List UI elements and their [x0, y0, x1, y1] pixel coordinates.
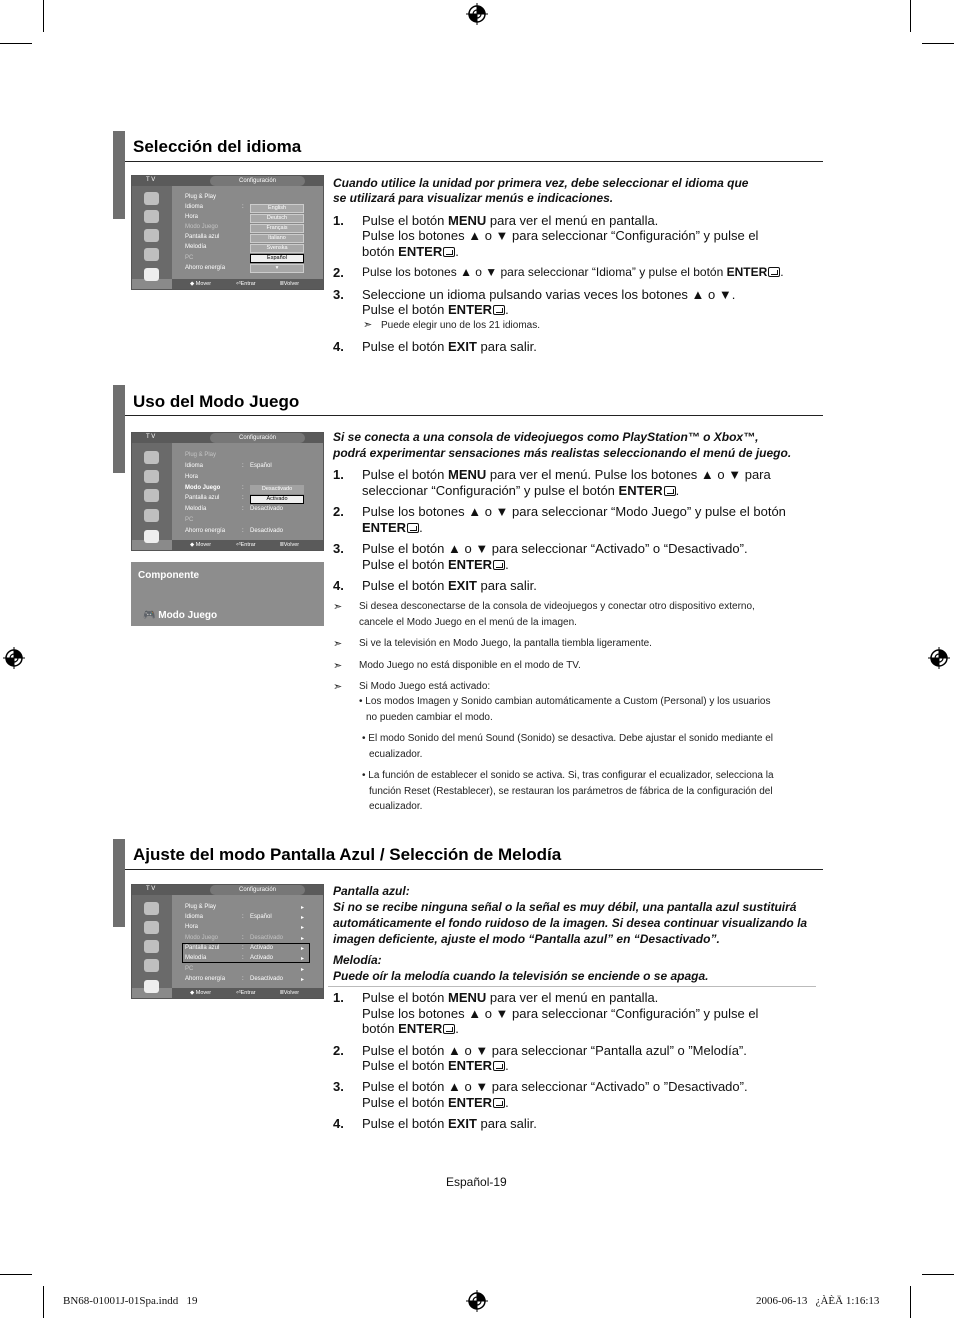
footer-move: Mover: [195, 281, 212, 287]
enter-icon: [493, 305, 505, 315]
crop-mark: [922, 1274, 954, 1275]
osd-language-option: Français: [250, 224, 304, 233]
osd-value: Activado: [250, 945, 274, 951]
osd-title: Configuración: [210, 433, 305, 443]
section-bar: [113, 385, 125, 473]
intro-text: Cuando utilice la unidad por primera vez, debe seleccionar el idioma que: [333, 176, 749, 190]
step-number: 1.: [333, 467, 344, 482]
step-text: ENTER .: [362, 520, 423, 535]
step-text: Pulse los botones ▲ o ▼ para seleccionar “Modo Juego” y pulse el botón: [362, 504, 786, 519]
registration-mark-icon: [3, 647, 25, 669]
intro-text: automáticamente el fondo ruidoso de la imagen. Si desea continuar visualizando la: [333, 916, 808, 930]
osd-item: Plug & Play: [185, 452, 217, 458]
osd-colon: :: [242, 945, 244, 951]
enter-icon: [493, 1098, 505, 1108]
note-text: Modo Juego no está disponible en el modo de TV.: [359, 660, 581, 671]
osd-item: Idioma: [185, 204, 204, 210]
osd-value: Español: [250, 463, 272, 469]
section-rule: [125, 415, 823, 416]
osd-title: Configuración: [210, 176, 305, 186]
bullet-text: • La función de establecer el sonido se activa. Si, tras configurar el ecualizador, selecciona la: [362, 770, 774, 781]
channel-icon: [144, 489, 159, 502]
intro-text: Si no se recibe ninguna señal o la señal es muy débil, una pantalla azul sustituirá: [333, 900, 797, 914]
setup-icon: [144, 959, 159, 972]
subheading: Melodía:: [333, 953, 382, 967]
osd-value: Español: [250, 914, 272, 920]
osd-colon: :: [242, 204, 244, 210]
step-text: Pulse el botón EXIT para salir.: [362, 339, 537, 354]
page-number: Español-19: [446, 1175, 507, 1189]
step-number: 1.: [333, 213, 344, 228]
channel-icon: [144, 940, 159, 953]
crop-mark: [910, 0, 911, 32]
bullet-text: • Los modos Imagen y Sonido cambian automáticamente a Custom (Personal) y los usuarios: [359, 696, 771, 707]
intro-text: imagen deficiente, ajuste el modo “Pantalla azul” en “Desactivado”.: [333, 932, 720, 946]
osd-item: Modo Juego: [185, 224, 219, 230]
step-number: 3.: [333, 1079, 344, 1094]
section-bar: [113, 839, 125, 927]
section-rule: [125, 161, 823, 162]
osd-item: PC: [185, 966, 194, 972]
setup-icon: [144, 248, 159, 261]
step-text: Pulse el botón MENU para ver el menú en pantalla.: [362, 213, 659, 228]
chevron-right-icon: ▸: [301, 946, 305, 952]
section-title: Ajuste del modo Pantalla Azul / Selección de Melodía: [133, 845, 562, 864]
step-text: botón ENTER .: [362, 244, 459, 259]
osd-colon: :: [242, 506, 244, 512]
intro-text: Si se conecta a una consola de videojuegos como PlayStation™ o Xbox™,: [333, 430, 759, 444]
step-number: 4.: [333, 339, 344, 354]
osd-footer: ◆ Mover ⏎Entrar ⅢVolver: [172, 540, 323, 550]
osd-scroll-down-icon: ▾: [250, 264, 304, 273]
print-footer-right: 2006-06-13 ¿ÀÈÄ 1:16:13: [756, 1295, 880, 1307]
enter-icon: [407, 523, 419, 533]
osd-tv-label: T V: [146, 177, 156, 183]
step-text: Pulse el botón ENTER .: [362, 1095, 509, 1110]
osd-sidebar: [132, 186, 172, 279]
intro-text: podrá experimentar sensaciones más realistas seleccionando el menú de juego.: [333, 446, 792, 460]
step-text: seleccionar “Configuración” y pulse el botón ENTER .: [362, 483, 680, 498]
step-text: Pulse los botones ▲ o ▼ para seleccionar “Configuración” y pulse el: [362, 228, 759, 243]
osd-colon: :: [242, 955, 244, 961]
step-number: 2.: [333, 265, 344, 280]
step-text: Pulse el botón MENU para ver el menú en pantalla.: [362, 990, 659, 1005]
note-text: Si ve la televisión en Modo Juego, la pantalla tiembla ligeramente.: [359, 638, 652, 649]
step-text: Pulse el botón ▲ o ▼ para seleccionar “Pantalla azul” o ”Melodía”.: [362, 1043, 747, 1058]
section-title: Selección del idioma: [133, 137, 302, 156]
chevron-right-icon: ▸: [301, 967, 305, 973]
component-item: 🎮 Modo Juego: [143, 610, 218, 621]
osd-value: Activado: [250, 955, 274, 961]
note-arrow-icon: ➣: [333, 638, 343, 650]
bullet-text: ecualizador.: [369, 749, 423, 760]
osd-title: Configuración: [210, 885, 305, 895]
osd-item: Idioma: [185, 914, 204, 920]
divider: [328, 986, 816, 987]
registration-mark-icon: [466, 3, 488, 25]
subheading: Pantalla azul:: [333, 884, 410, 898]
picture-icon: [144, 451, 159, 464]
component-panel: [131, 562, 324, 626]
osd-item: PC: [185, 517, 194, 523]
step-text: Pulse el botón ENTER .: [362, 1058, 509, 1073]
step-text: Pulse el botón EXIT para salir.: [362, 1116, 537, 1131]
osd-menu-idioma: [131, 175, 324, 290]
osd-colon: :: [242, 495, 244, 501]
osd-option-selected: Activado: [250, 495, 304, 504]
channel-icon: [144, 229, 159, 242]
chevron-right-icon: ▸: [301, 936, 305, 942]
enter-icon: [443, 1024, 455, 1034]
osd-item: Pantalla azul: [185, 945, 220, 951]
bullet-text: • El modo Sonido del menú Sound (Sonido) se desactiva. Debe ajustar el sonido mediante el: [362, 733, 773, 744]
osd-language-option: Deutsch: [250, 214, 304, 223]
component-title: Componente: [138, 570, 200, 581]
chevron-right-icon: ▸: [301, 977, 305, 983]
osd-item: Hora: [185, 474, 199, 480]
note-text: Puede elegir uno de los 21 idiomas.: [381, 320, 540, 331]
step-number: 2.: [333, 504, 344, 519]
step-text: Pulse el botón ▲ o ▼ para seleccionar “Activado” o ”Desactivado”.: [362, 1079, 748, 1094]
bullet-text: función Reset (Restablecer), se restauran los parámetros de fábrica de la configuración del: [369, 786, 773, 797]
picture-icon: [144, 192, 159, 205]
config-icon: [144, 268, 159, 281]
section-title: Uso del Modo Juego: [133, 392, 300, 411]
step-text: Pulse los botones ▲ o ▼ para seleccionar “Idioma” y pulse el botón ENTER .: [362, 265, 784, 279]
note-text: Si Modo Juego está activado:: [359, 681, 491, 692]
chevron-right-icon: ▸: [301, 956, 305, 962]
step-text: Seleccione un idioma pulsando varias veces los botones ▲ o ▼.: [362, 287, 736, 302]
sound-icon: [144, 921, 159, 934]
osd-tv-label: T V: [146, 886, 156, 892]
step-text: Pulse el botón MENU para ver el menú. Pulse los botones ▲ o ▼ para: [362, 467, 771, 482]
osd-item: Melodía: [185, 955, 207, 961]
step-number: 1.: [333, 990, 344, 1005]
step-number: 3.: [333, 541, 344, 556]
section-bar: [113, 131, 125, 219]
osd-colon: :: [242, 463, 244, 469]
note-arrow-icon: ➣: [333, 601, 343, 613]
bullet-text: no pueden cambiar el modo.: [366, 712, 493, 723]
enter-icon: [493, 1061, 505, 1071]
osd-value: Desactivado: [250, 506, 284, 512]
setup-icon: [144, 509, 159, 522]
osd-item: Melodía: [185, 244, 207, 250]
osd-value: Desactivado: [250, 528, 284, 534]
osd-item: Plug & Play: [185, 904, 217, 910]
osd-sidebar: [132, 895, 172, 988]
osd-colon: :: [242, 914, 244, 920]
chevron-right-icon: ▸: [301, 925, 305, 931]
step-number: 3.: [333, 287, 344, 302]
step-number: 2.: [333, 1043, 344, 1058]
crop-mark: [43, 0, 44, 32]
step-text: Pulse el botón EXIT para salir.: [362, 578, 537, 593]
note-arrow-icon: ➣: [333, 660, 343, 672]
print-footer-left: BN68-01001J-01Spa.indd 19: [63, 1295, 198, 1307]
gamepad-icon: 🎮: [143, 610, 156, 621]
osd-footer: ◆ Mover ⏎Entrar ⅢVolver: [172, 988, 323, 998]
sound-icon: [144, 210, 159, 223]
note-arrow-icon: ➣: [333, 681, 343, 693]
enter-icon: [664, 486, 676, 496]
enter-icon: [443, 247, 455, 257]
osd-value: Desactivado: [250, 935, 284, 941]
osd-item-active: Modo Juego: [185, 485, 221, 491]
step-text: Pulse el botón ENTER .: [362, 557, 509, 572]
step-number: 4.: [333, 1116, 344, 1131]
osd-item: Ahorro energía: [185, 265, 226, 271]
osd-item: Pantalla azul: [185, 234, 220, 240]
chevron-right-icon: ▸: [301, 905, 305, 911]
step-text: Pulse el botón ▲ o ▼ para seleccionar “Activado” o “Desactivado”.: [362, 541, 748, 556]
osd-item: Melodía: [185, 506, 207, 512]
footer-back: Volver: [283, 281, 300, 287]
intro-text: Puede oír la melodía cuando la televisión se enciende o se apaga.: [333, 969, 709, 983]
osd-item: Hora: [185, 924, 199, 930]
osd-menu-pantalla-azul: [131, 884, 324, 999]
enter-icon: [493, 560, 505, 570]
chevron-right-icon: ▸: [301, 915, 305, 921]
osd-colon: :: [242, 976, 244, 982]
osd-sidebar: [132, 443, 172, 540]
osd-item: Plug & Play: [185, 194, 217, 200]
config-icon: [144, 530, 159, 543]
osd-colon: :: [242, 528, 244, 534]
osd-item: Pantalla azul: [185, 495, 220, 501]
registration-mark-icon: [928, 647, 950, 669]
crop-mark: [0, 1274, 32, 1275]
osd-colon: :: [242, 485, 244, 491]
osd-tv-label: T V: [146, 434, 156, 440]
osd-item: Ahorro energía: [185, 528, 226, 534]
section-rule: [125, 869, 823, 870]
note-text: cancele el Modo Juego en el menú de la imagen.: [359, 617, 577, 628]
step-text: Pulse los botones ▲ o ▼ para seleccionar “Configuración” y pulse el: [362, 1006, 759, 1021]
osd-language-option: English: [250, 204, 304, 213]
osd-item: PC: [185, 255, 194, 261]
config-icon: [144, 980, 159, 993]
osd-colon: :: [242, 935, 244, 941]
crop-mark: [910, 1286, 911, 1318]
osd-value: Desactivado: [250, 976, 284, 982]
step-number: 4.: [333, 578, 344, 593]
osd-item: Modo Juego: [185, 935, 219, 941]
osd-item: Idioma: [185, 463, 204, 469]
sound-icon: [144, 470, 159, 483]
osd-footer: ◆ Mover ⏎Entrar ⅢVolver: [172, 279, 323, 289]
osd-language-option: Svenska: [250, 244, 304, 253]
note-arrow-icon: ➣: [363, 319, 373, 331]
osd-option: Desactivado: [250, 485, 304, 494]
osd-language-option: Italiano: [250, 234, 304, 243]
picture-icon: [144, 902, 159, 915]
osd-item: Ahorro energía: [185, 976, 226, 982]
osd-language-option-selected: Español: [250, 254, 304, 263]
note-text: Si desea desconectarse de la consola de videojuegos y conectar otro dispositivo externo,: [359, 601, 755, 612]
crop-mark: [0, 43, 32, 44]
step-text: Pulse el botón ENTER .: [362, 302, 509, 317]
enter-icon: [768, 267, 780, 277]
crop-mark: [43, 1286, 44, 1318]
osd-menu-modo-juego: [131, 432, 324, 551]
crop-mark: [922, 43, 954, 44]
bullet-text: ecualizador.: [369, 801, 423, 812]
step-text: botón ENTER .: [362, 1021, 459, 1036]
osd-item: Hora: [185, 214, 199, 220]
intro-text: se utilizará para visualizar menús e indicaciones.: [333, 191, 614, 205]
registration-mark-icon: [466, 1290, 488, 1312]
footer-enter: Entrar: [240, 281, 256, 287]
